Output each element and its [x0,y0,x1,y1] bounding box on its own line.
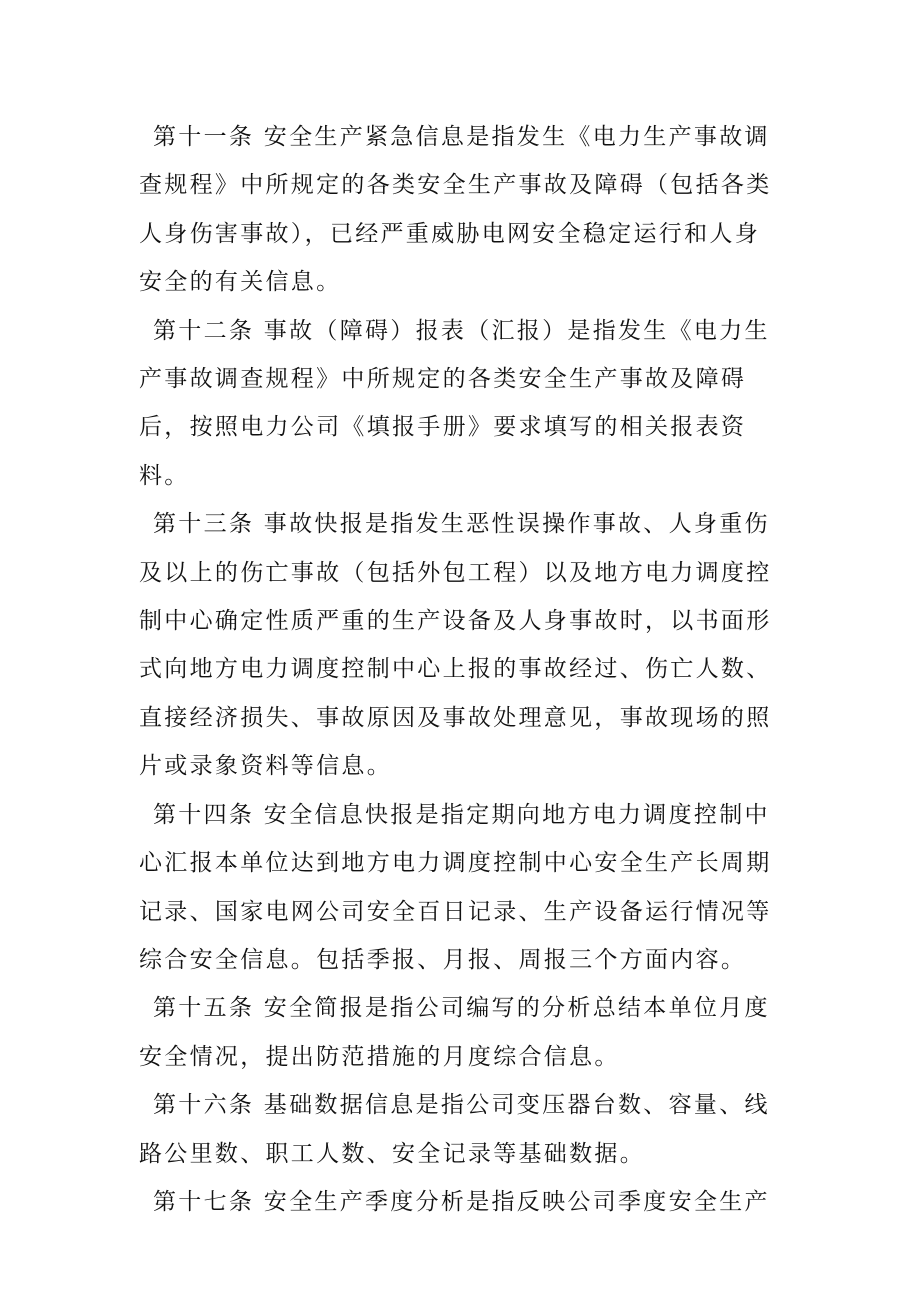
article-13-paragraph: 第十三条 事故快报是指发生恶性误操作事故、人身重伤及以上的伤亡事故（包括外包工程）以及地方电力调度控制中心确定性质严重的生产设备及人身事故时，以书面形式向地方电力调度控制中心上报的事故经过、伤亡人数、直接经济损失、事故原因及事故处理意见，事故现场的照片或录象资料等信息。 [139,511,772,780]
article-14-paragraph: 第十四条 安全信息快报是指定期向地方电力调度控制中心汇报本单位达到地方电力调度控制中心安全生产长周期记录、国家电网公司安全百日记录、生产设备运行情况等综合安全信息。包括季报、月报、周报三个方面内容。 [139,801,772,973]
article-11-paragraph: 第十一条 安全生产紧急信息是指发生《电力生产事故调查规程》中所规定的各类安全生产事故及障碍（包括各类人身伤害事故），已经严重威胁电网安全稳定运行和人身安全的有关信息。 [139,124,772,296]
article-15-paragraph: 第十五条 安全简报是指公司编写的分析总结本单位月度安全情况，提出防范措施的月度综合信息。 [139,995,770,1070]
document-body [139,113,784,1226]
article-17-paragraph: 第十七条 安全生产季度分析是指反映公司季度安全生产 [153,1188,770,1215]
article-12-paragraph: 第十二条 事故（障碍）报表（汇报）是指发生《电力生产事故调查规程》中所规定的各类安全生产事故及障碍后，按照电力公司《填报手册》要求填写的相关报表资料。 [139,317,770,489]
article-16-paragraph: 第十六条 基础数据信息是指公司变压器台数、容量、线路公里数、职工人数、安全记录等基础数据。 [139,1092,770,1167]
